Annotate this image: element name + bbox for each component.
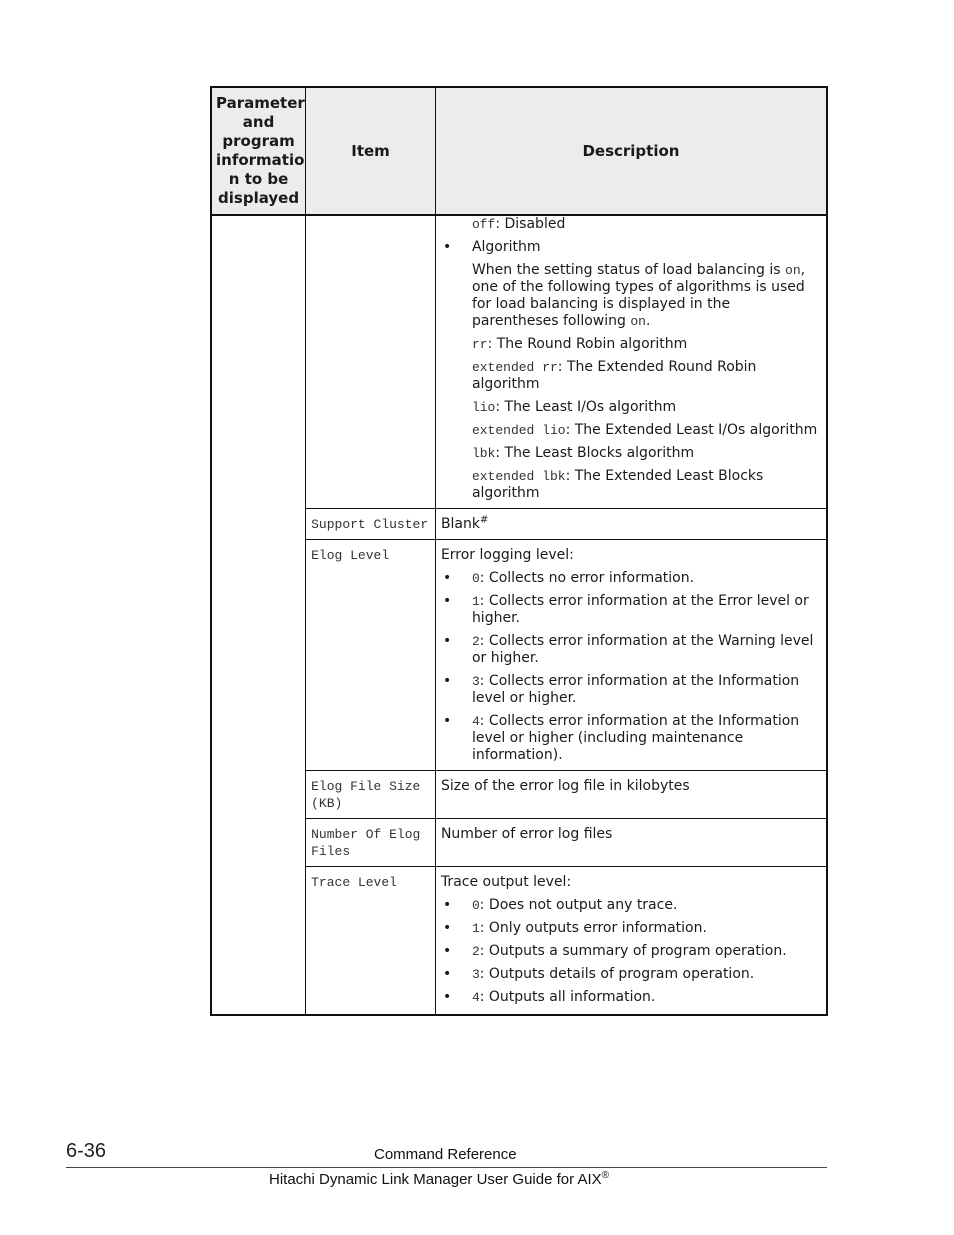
desc-cell-load-balancing: [435, 215, 827, 509]
list-item: [441, 897, 821, 914]
level-text: : Collects error information at the Warning level or higher.: [471, 633, 814, 666]
list-item: [441, 633, 821, 667]
algo-text: : The Extended Least Blocks algorithm: [471, 468, 764, 501]
header-description: Description: [435, 87, 827, 215]
level-code: 1: [471, 594, 480, 609]
item-label: Trace Level: [311, 875, 397, 890]
desc-text: Blank: [440, 516, 480, 532]
registered-mark: ®: [601, 1170, 610, 1181]
item-support-cluster: [306, 509, 436, 540]
code-on: on: [785, 263, 801, 278]
header-param: Parameter and program informatio n to be displayed: [211, 87, 306, 215]
level-text: : Outputs a summary of program operation.: [479, 943, 787, 959]
desc-trace-level: [435, 867, 827, 1016]
algo-code: lio: [471, 400, 496, 415]
item-label: Elog File Size (KB): [311, 779, 421, 811]
algo-item: [441, 399, 821, 416]
algo-code: extended rr: [471, 360, 558, 375]
list-item: [441, 920, 821, 937]
desc-support-cluster: [435, 509, 827, 540]
algo-text: : The Round Robin algorithm: [487, 336, 688, 352]
algorithm-bullet: • Algorithm: [441, 239, 821, 256]
algo-code: lbk: [471, 446, 496, 461]
item-label: Number Of Elog Files: [311, 827, 421, 859]
algo-code: rr: [471, 337, 488, 352]
level-code: 4: [471, 714, 480, 729]
level-code: 2: [471, 634, 480, 649]
algo-text-1: When the setting status of load balancing is: [471, 262, 786, 278]
level-code: 1: [471, 921, 480, 936]
item-trace-level: [306, 867, 436, 1016]
list-item: [441, 943, 821, 960]
algorithm-desc: [441, 262, 821, 330]
guide-title-text: Hitachi Dynamic Link Manager User Guide for AIX: [269, 1171, 602, 1188]
algo-item: [441, 336, 821, 353]
algo-code: extended lbk: [471, 469, 566, 484]
list-item: [441, 989, 821, 1006]
level-text: : Collects no error information.: [479, 570, 695, 586]
level-text: : Does not output any trace.: [479, 897, 678, 913]
algo-text: : The Extended Least I/Os algorithm: [565, 422, 818, 438]
list-item: [441, 673, 821, 707]
desc-elog-level: [435, 540, 827, 771]
table-header-row: [211, 87, 827, 215]
desc-elog-file-size: Size of the error log file in kilobytes: [435, 771, 827, 819]
algo-text-2: , one of the following types of algorithms is used for load balancing is displayed in the parentheses following: [471, 262, 806, 329]
item-cell-empty: [306, 215, 436, 509]
parameter-table: [210, 86, 828, 1016]
guide-title: [269, 1171, 609, 1188]
algo-item: [441, 359, 821, 393]
page-number: 6-36: [66, 1140, 107, 1162]
level-text: : Collects error information at the Error level or higher.: [471, 593, 809, 626]
table-row: [211, 215, 827, 509]
item-elog-level: [306, 540, 436, 771]
algo-text: : The Extended Round Robin algorithm: [471, 359, 757, 392]
list-item: [441, 966, 821, 983]
param-cell-empty: [211, 215, 306, 1015]
level-code: 2: [471, 944, 480, 959]
algo-code: extended lio: [471, 423, 566, 438]
item-elog-file-size: [306, 771, 436, 819]
level-code: 4: [471, 990, 480, 1005]
level-code: 0: [471, 898, 480, 913]
footnote-mark: #: [480, 514, 489, 526]
list-item: [441, 593, 821, 627]
off-line: [441, 216, 821, 233]
list-item: [441, 713, 821, 764]
algo-text-3: .: [645, 313, 651, 329]
level-text: : Collects error information at the Information level or higher.: [471, 673, 800, 706]
level-code: 0: [471, 571, 480, 586]
off-text: : Disabled: [495, 216, 566, 232]
level-code: 3: [471, 674, 480, 689]
level-text: : Outputs details of program operation.: [479, 966, 755, 982]
algo-text: : The Least Blocks algorithm: [495, 445, 695, 461]
algo-item: [441, 468, 821, 502]
algo-item: [441, 445, 821, 462]
algo-text: : The Least I/Os algorithm: [495, 399, 677, 415]
list-item: [441, 570, 821, 587]
item-label: Support Cluster: [311, 517, 429, 532]
footer-divider: [66, 1167, 827, 1168]
desc-number-of-elog-files: Number of error log files: [435, 819, 827, 867]
desc-intro: Error logging level:: [440, 547, 574, 563]
section-title: Command Reference: [374, 1146, 517, 1163]
level-text: : Outputs all information.: [479, 989, 656, 1005]
code-on-2: on: [630, 314, 646, 329]
level-text: : Only outputs error information.: [479, 920, 707, 936]
code-off: off: [471, 217, 496, 232]
item-label: Elog Level: [311, 548, 390, 563]
level-text: : Collects error information at the Information level or higher (including maintenance information).: [471, 713, 800, 763]
desc-intro: Trace output level:: [440, 874, 572, 890]
algo-item: [441, 422, 821, 439]
level-code: 3: [471, 967, 480, 982]
item-number-of-elog-files: [306, 819, 436, 867]
header-item: Item: [306, 87, 436, 215]
